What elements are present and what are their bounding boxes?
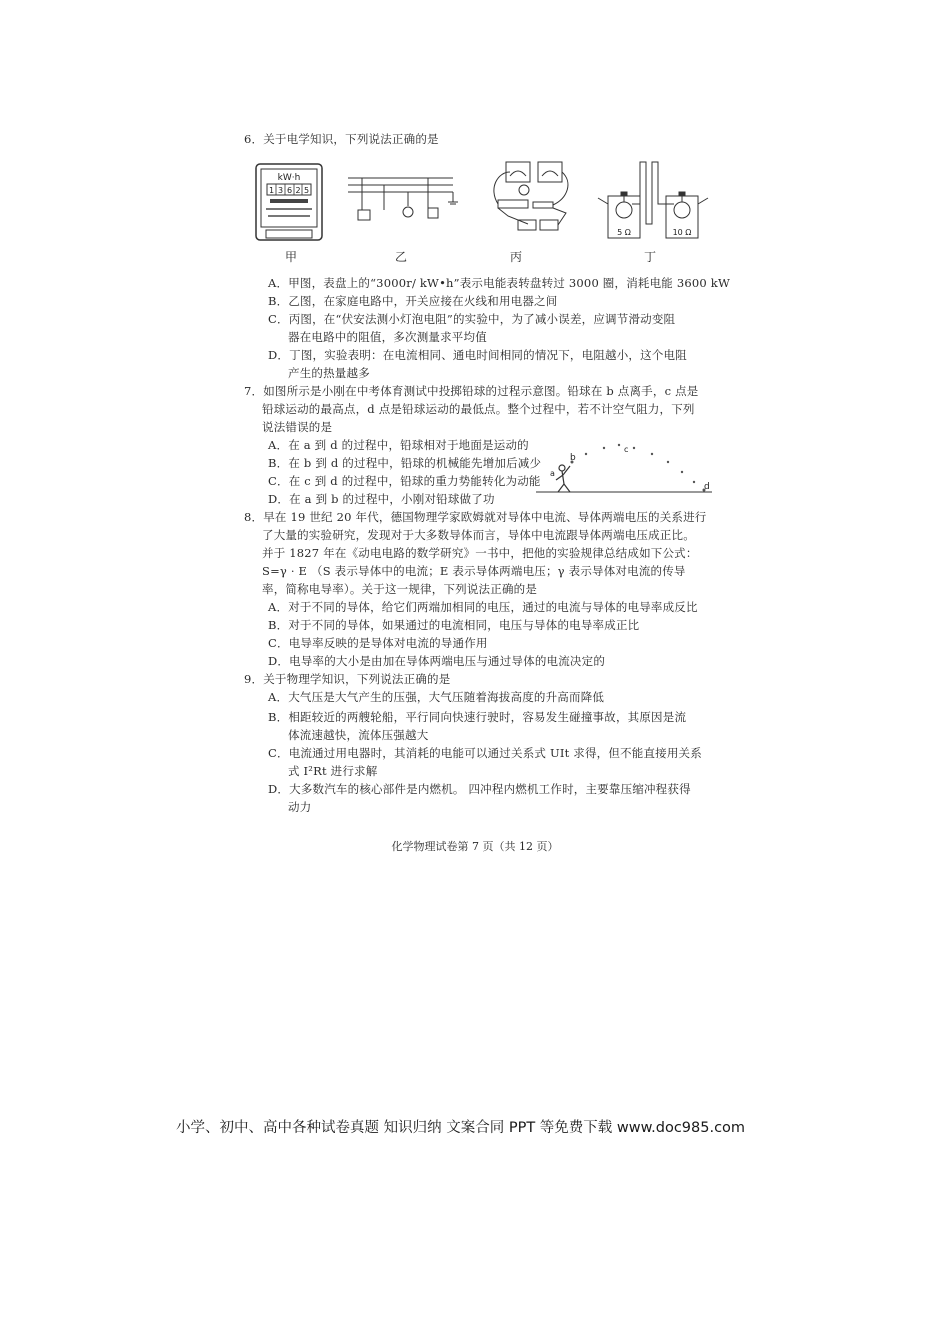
energy-meter-figure [256,164,322,240]
q8-option-c: C．电导率反映的是导体对电流的导通作用 [268,636,488,650]
household-circuit-figure [348,178,458,220]
resistor-10-label: 10 Ω [672,228,692,237]
point-b-label: b [570,453,576,463]
meter-digit: 3 [277,186,284,195]
q7-stem-line3: 说法错误的是 [262,420,333,434]
q6-figures [248,158,718,268]
q6-option-d-cont: 产生的热量越多 [288,366,370,380]
q9-stem: 9．关于物理学知识，下列说法正确的是 [244,672,451,686]
meter-digit: 6 [286,186,293,195]
meter-digit: 1 [268,186,275,195]
q7-option-c: C．在 c 到 d 的过程中，铅球的重力势能转化为动能 [268,474,541,488]
q6-option-d: D．丁图，实验表明：在电流相同、通电时间相同的情况下，电阻越小，这个电阻 [268,348,687,362]
joule-heating-figure [598,162,708,238]
meter-digit: 2 [295,186,301,195]
q9-option-d-cont: 动力 [288,800,312,814]
point-c-label: c [624,445,629,454]
q7-stem-line2: 铅球运动的最高点，d 点是铅球运动的最低点。整个过程中，若不计空气阻力，下列 [262,402,695,416]
q8-stem-line2: 了大量的实验研究，发现对于大多数导体而言，导体中电流跟导体两端电压成正比。 [262,528,695,542]
q6-option-c: C．丙图，在“伏安法测小灯泡电阻”的实验中，为了减小误差，应调节滑动变阻 [268,312,676,326]
q6-option-a: A．甲图，表盘上的“3000r/ kW•h”表示电能表转盘转过 3000 圈，消耗电能 3600 kW [268,276,730,290]
q9-option-b-cont: 体流速越快，流体压强越大 [288,728,429,742]
q7-option-a: A．在 a 到 d 的过程中，铅球相对于地面是运动的 [268,438,529,452]
figure-label-bing: 丙 [510,250,523,264]
q9-option-b: B．相距较近的两艘轮船，平行同向快速行驶时，容易发生碰撞事故，其原因是流 [268,710,687,724]
site-banner[interactable]: 小学、初中、高中各种试卷真题 知识归纳 文案合同 PPT 等免费下载 www.doc985.com [176,1120,746,1136]
point-a-label: a [550,469,555,478]
q7-option-b: B．在 b 到 d 的过程中，铅球的机械能先增加后减少 [268,456,542,470]
meter-unit-text: kW·h [277,173,301,183]
page-footer: 化学物理试卷第 7 页（共 12 页） [391,840,559,853]
q8-option-b: B．对于不同的导体，如果通过的电流相同，电压与导体的电导率成正比 [268,618,640,632]
q6-stem: 6．关于电学知识，下列说法正确的是 [244,132,439,146]
q8-option-a: A．对于不同的导体，给它们两端加相同的电压，通过的电流与导体的电导率成反比 [268,600,698,614]
shot-put-trajectory-figure [534,440,716,498]
q9-option-c-cont: 式 I²Rt 进行求解 [288,764,378,778]
q8-stem-line3: 并于 1827 年在《动电电路的数学研究》一书中，把他的实验规律总结成如下公式： [262,546,698,560]
q7-option-d: D．在 a 到 b 的过程中，小刚对铅球做了功 [268,492,495,506]
q9-option-a: A．大气压是大气产生的压强，大气压随着海拔高度的升高而降低 [268,690,605,704]
q9-option-d: D．大多数汽车的核心部件是内燃机。 四冲程内燃机工作时，主要靠压缩冲程获得 [268,782,691,796]
figure-label-ding: 丁 [644,250,657,264]
meter-digit: 5 [303,186,310,195]
q7-stem-line1: 7．如图所示是小刚在中考体育测试中投掷铅球的过程示意图。铅球在 b 点离手，c 点是 [244,384,699,398]
q6-option-c-cont: 器在电路中的阻值，多次测量求平均值 [288,330,487,344]
q8-stem-line4: S=γ · E （S 表示导体中的电流；E 表示导体两端电压；γ 表示导体对电流的传导 [262,564,686,578]
figure-label-yi: 乙 [395,250,408,264]
point-d-label: d [704,482,710,492]
q9-option-c: C．电流通过用电器时，其消耗的电能可以通过关系式 UIt 求得，但不能直接用关系 [268,746,702,760]
thrower-figure [556,465,570,492]
q6-option-b: B．乙图，在家庭电路中，开关应接在火线和用电器之间 [268,294,558,308]
figure-label-jia: 甲 [285,250,298,264]
q8-option-d: D．电导率的大小是由加在导体两端电压与通过导体的电流决定的 [268,654,606,668]
q8-stem-line1: 8．早在 19 世纪 20 年代，德国物理学家欧姆就对导体中电流、导体两端电压的关系进行 [244,510,707,524]
q8-stem-line5: 率，简称电导率）。关于这一规律，下列说法正确的是 [262,582,538,596]
voltammeter-figure [494,162,568,230]
resistor-5-label: 5 Ω [617,228,631,237]
